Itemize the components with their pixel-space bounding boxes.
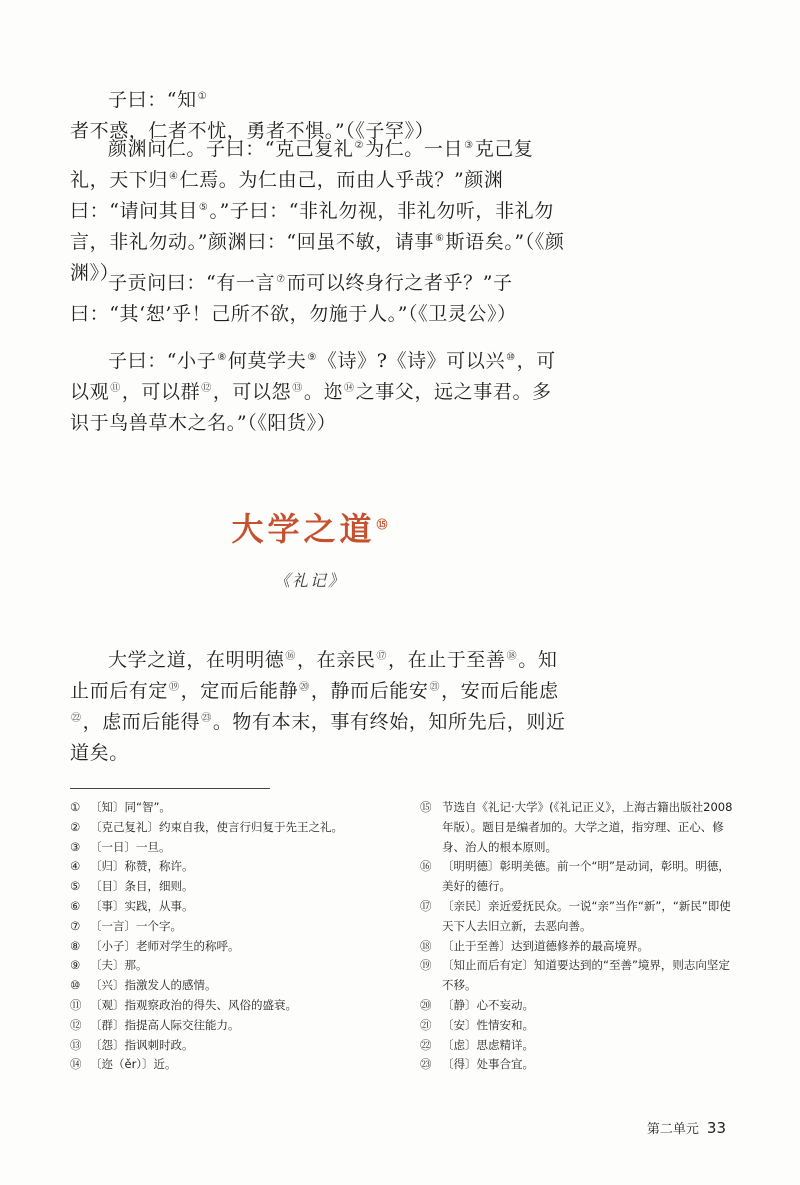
passage-text: ，在止于至善 xyxy=(388,649,506,671)
section-source: 《礼记》 xyxy=(273,571,346,590)
footnote-marker: ⑤ xyxy=(198,201,209,213)
footnotes-right xyxy=(420,798,738,1075)
passage-text: 子曰：“知 xyxy=(108,89,197,111)
footnote-marker: ⑱ xyxy=(506,650,518,662)
unit-label: 第二单元 xyxy=(646,1122,699,1137)
passage-text: 之事父，远之事君。多识于鸟兽草木之名。”（《阳货》） xyxy=(70,381,552,434)
footnote-number: ⑫ xyxy=(70,1017,82,1032)
footnote-item xyxy=(70,1016,370,1036)
footnote-item xyxy=(420,937,738,957)
footnote-number: ⑪ xyxy=(70,997,82,1012)
footnote-number: ⑧ xyxy=(70,938,81,953)
passage-daxue xyxy=(70,645,568,769)
footnote-item xyxy=(420,1055,738,1075)
footnote-marker: ⑳ xyxy=(299,681,310,693)
footnote-item xyxy=(420,1036,738,1056)
footnote-number: ⑮ xyxy=(420,800,432,814)
footnote-text: 〔归〕称赞，称许。 xyxy=(90,859,194,874)
passage-text: 克己复礼，天下归 xyxy=(70,138,534,191)
footnote-text: 〔群〕指提高人际交往能力。 xyxy=(90,1017,240,1032)
footnote-text: 节选自《礼记·大学》(《礼记正义》，上海古籍出版社2008年版）。题目是编者加的。大学之道，指穷理、正心、修身、治人的根本原则。 xyxy=(442,800,733,854)
footnote-text: 〔事〕实践，从事。 xyxy=(90,898,194,913)
passage-text: 。”子曰：“非礼勿视，非礼勿听，非礼勿言，非礼勿动。”颜渊曰：“回虽不敏，请事 xyxy=(70,200,554,253)
footnote-item xyxy=(70,897,370,917)
footnote-text: 〔一言〕一个字。 xyxy=(90,918,182,933)
footnote-number: ⑦ xyxy=(70,918,81,933)
passage-text: 仁焉。为仁由己，而由人乎哉？”颜渊曰：“请问其目 xyxy=(70,169,504,222)
footnote-text: 〔迩（ěr）〕近。 xyxy=(90,1057,177,1072)
footnotes-left xyxy=(70,798,370,1075)
footnote-number: ⑬ xyxy=(70,1037,82,1052)
footnote-marker: ⑥ xyxy=(434,232,445,244)
footnote-divider xyxy=(70,788,270,789)
footnote-marker: ⑯ xyxy=(285,650,297,662)
passage-text: ，在亲民 xyxy=(297,649,376,671)
footnote-marker: ⑦ xyxy=(276,273,286,285)
footnote-marker: ㉒ xyxy=(71,712,82,724)
passage-text: 为仁。一日 xyxy=(365,138,464,160)
passage-text: 何莫学夫 xyxy=(227,350,307,372)
footnote-text: 〔夫〕那。 xyxy=(90,958,148,973)
footnote-number: ⑳ xyxy=(420,997,432,1012)
footnote-number: ⑥ xyxy=(70,898,81,913)
footnote-number: ③ xyxy=(70,839,81,854)
passage-text: 。知止而后有定 xyxy=(70,649,558,702)
footnote-number: ⑩ xyxy=(70,978,81,993)
footnote-item xyxy=(420,798,738,857)
passage-text: ，可以观 xyxy=(70,350,556,403)
footnote-item xyxy=(70,956,370,976)
footnote-number: ⑱ xyxy=(420,938,432,953)
section-title-text: 大学之道 xyxy=(231,510,376,548)
footnote-number: ② xyxy=(70,819,81,834)
footnote-number: ⑰ xyxy=(420,898,432,913)
footnote-item xyxy=(420,1016,738,1036)
footnote-number: ① xyxy=(70,800,81,814)
footnote-marker: ④ xyxy=(169,170,179,182)
footnote-number: ⑤ xyxy=(70,879,81,894)
footnote-text: 〔止于至善〕达到道德修养的最高境界。 xyxy=(442,938,649,953)
passage-text: ，虑而后能得 xyxy=(82,711,201,733)
footnote-number: ⑲ xyxy=(420,958,432,973)
footnote-item xyxy=(70,877,370,897)
footnote-marker: ⑪ xyxy=(110,382,121,394)
passage-text: 颜渊问仁。子曰：“克己复礼 xyxy=(108,138,354,160)
footnote-item xyxy=(420,996,738,1016)
footnote-item xyxy=(70,976,370,996)
footnote-item xyxy=(70,937,370,957)
footnote-marker: ⑧ xyxy=(217,351,227,363)
footnote-marker: ⑭ xyxy=(344,382,355,394)
footnote-marker: ② xyxy=(354,139,365,151)
footnote-item xyxy=(70,818,370,838)
footnote-marker: ① xyxy=(197,90,208,102)
footnote-item xyxy=(420,857,738,897)
passage-text: 子贡问曰：“有一言 xyxy=(108,272,276,294)
passage-text: ，静而后能安 xyxy=(310,680,429,702)
footnote-marker: ㉑ xyxy=(429,681,441,693)
footnote-text: 〔知〕同“智”。 xyxy=(90,800,171,814)
footnote-text: 〔兴〕指激发人的感情。 xyxy=(90,978,217,993)
footnote-text: 〔目〕条目，细则。 xyxy=(90,879,194,894)
footnote-text: 〔一日〕一旦。 xyxy=(90,839,171,854)
page-footer xyxy=(647,1118,726,1137)
footnote-marker: ⑫ xyxy=(201,382,212,394)
footnote-item xyxy=(70,1055,370,1075)
passage-weilinggong xyxy=(70,268,568,330)
passage-text: 斯语矣。”（《颜渊》） xyxy=(70,231,565,284)
footnote-item xyxy=(420,897,738,937)
footnote-item xyxy=(70,838,370,858)
footnote-marker: ㉓ xyxy=(201,712,212,724)
footnote-marker: ③ xyxy=(464,139,474,151)
footnote-number: ⑯ xyxy=(420,859,432,874)
footnote-marker: ⑨ xyxy=(307,351,317,363)
passage-text: 。迩 xyxy=(303,381,344,403)
footnote-text: 〔虑〕思虑精详。 xyxy=(442,1037,534,1052)
footnote-text: 〔小子〕老师对学生的称呼。 xyxy=(90,938,240,953)
footnote-marker: ⑩ xyxy=(506,351,516,363)
footnote-text: 〔知止而后有定〕知道要达到的“至善”境界，则志向坚定不移。 xyxy=(442,958,730,993)
footnote-text: 〔怨〕指讽刺时政。 xyxy=(90,1037,194,1052)
footnote-marker: ⑲ xyxy=(169,681,180,693)
passage-text: 子曰：“小子 xyxy=(108,350,217,372)
passage-text: 。物有本末，事有终始，知所先后，则近道矣。 xyxy=(70,711,566,764)
passage-text: ，安而后能虑 xyxy=(441,680,559,702)
title-footnote-marker: ⑮ xyxy=(376,518,388,532)
footnote-number: ㉒ xyxy=(420,1037,432,1052)
footnote-text: 〔安〕性情安和。 xyxy=(442,1017,534,1032)
footnote-number: ㉓ xyxy=(420,1057,432,1072)
footnote-text: 〔静〕心不妄动。 xyxy=(442,997,534,1012)
footnote-number: ⑭ xyxy=(70,1057,82,1072)
passage-text: 大学之道，在明明德 xyxy=(108,649,285,671)
footnote-text: 〔明明德〕彰明美德。前一个“明”是动词，彰明。明德，美好的德行。 xyxy=(442,859,730,894)
passage-yanyuan xyxy=(70,134,568,289)
footnote-item xyxy=(420,956,738,996)
passage-text: ，可以怨 xyxy=(212,381,292,403)
footnote-number: ⑨ xyxy=(70,958,81,973)
footnote-number: ④ xyxy=(70,859,81,874)
footnote-text: 〔亲民〕亲近爱抚民众。一说“亲”当作“新”，“新民”即使天下人去旧立新，去恶向善。 xyxy=(442,898,731,933)
footnote-number: ㉑ xyxy=(420,1017,432,1032)
passage-text: 《诗》?《诗》可以兴 xyxy=(317,350,506,372)
footnote-marker: ⑬ xyxy=(292,382,303,394)
passage-text: ，定而后能静 xyxy=(180,680,299,702)
passage-yanghuo xyxy=(70,346,568,439)
footnote-item xyxy=(70,996,370,1016)
footnote-item xyxy=(70,1036,370,1056)
passage-text: 而可以终身行之者乎？”子曰：“其‘恕’乎！己所不欲，勿施于人。”（《卫灵公》） xyxy=(70,272,517,325)
footnote-item xyxy=(70,917,370,937)
footnote-marker: ⑰ xyxy=(376,650,388,662)
passage-text: 者不惑，仁者不忧，勇者不惧。”（《子罕》） xyxy=(70,120,435,142)
passage-text: ，可以群 xyxy=(121,381,201,403)
footnote-text: 〔克己复礼〕约束自我，使言行归复于先王之礼。 xyxy=(90,819,343,834)
footnote-text: 〔得〕处事合宜。 xyxy=(442,1057,534,1072)
footnote-item xyxy=(70,857,370,877)
section-title xyxy=(0,504,620,550)
footnote-text: 〔观〕指观察政治的得失、风俗的盛衰。 xyxy=(90,997,297,1012)
footnote-item xyxy=(70,798,370,818)
page-number: 33 xyxy=(706,1119,726,1137)
